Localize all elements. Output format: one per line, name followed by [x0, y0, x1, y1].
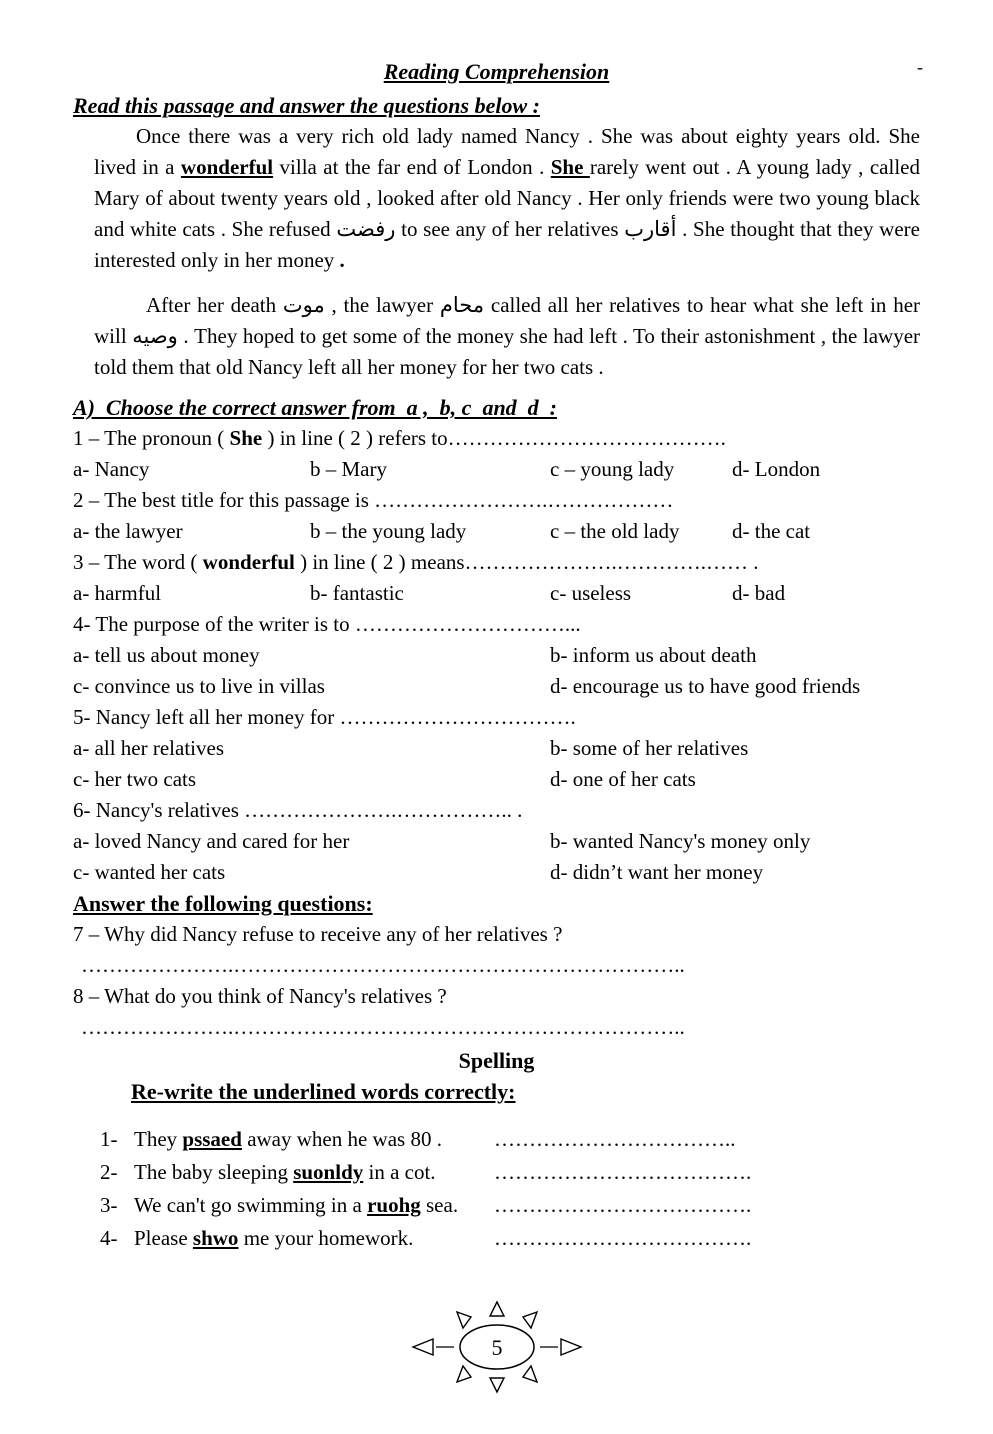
question-4-options-row-1: [73, 640, 920, 671]
passage-text: .: [339, 248, 345, 272]
item-text: [134, 1222, 494, 1255]
item-text-pre: They: [134, 1127, 183, 1151]
item-text-pre: Please: [134, 1226, 193, 1250]
item-text-pre: The baby sleeping: [134, 1160, 294, 1184]
spelling-list: [100, 1123, 920, 1255]
question-text: 1 – The pronoun (: [73, 426, 230, 450]
page-number: 5: [491, 1335, 502, 1360]
question-3-option-a: a- harmful: [73, 581, 162, 605]
question-3-stem: [73, 547, 920, 578]
question-5-option-c: c- her two cats: [73, 767, 197, 791]
question-4-stem: 4- The purpose of the writer is to …………………………...: [73, 612, 581, 636]
question-text: 3 – The word (: [73, 550, 203, 574]
question-6-option-d: d- didn’t want her money: [550, 860, 764, 884]
item-text: [134, 1189, 494, 1222]
question-5-option-a: a- all her relatives: [73, 736, 224, 760]
question-1-stem: [73, 423, 920, 454]
question-3-options: [73, 578, 920, 609]
question-5-option-d: d- one of her cats: [550, 767, 696, 791]
passage-text: rarely went out . A young lady , called Mary of about twenty years old , looked after old Nancy . Her only friends were two young black and white cats . She refused رفضت to see any of her relatives أقارب . She thought that they were interested only in her money: [94, 155, 920, 272]
item-number: 3-: [100, 1193, 118, 1217]
item-text-post: in a cot.: [363, 1160, 436, 1184]
passage-instruction: Read this passage and answer the questions below :: [73, 93, 540, 118]
item-number: 1-: [100, 1127, 118, 1151]
passage-text: Once there was a very rich old lady named Nancy . She was about eighty years old. She lived in a: [94, 124, 920, 179]
underlined-word-wonderful: wonderful: [180, 155, 274, 179]
question-6-options-row-2: [73, 857, 920, 888]
question-7: 7 – Why did Nancy refuse to receive any of her relatives ?: [73, 922, 563, 946]
passage-paragraph-2: After her death موت , the lawyer محام called all her relatives to hear what she left in her will وصيه . They hoped to get some of the money she had left . To their astonishment , the lawyer told them that old Nancy left all her money for her two cats .: [94, 293, 921, 379]
rewrite-instruction: Re-write the underlined words correctly:: [131, 1079, 516, 1104]
spelling-item-3: [100, 1189, 920, 1222]
question-6-option-b: b- wanted Nancy's money only: [550, 829, 811, 853]
corner-mark: -: [917, 57, 923, 77]
question-6-stem: 6- Nancy's relatives ………………….…………….. .: [73, 798, 523, 822]
question-5-options-row-1: [73, 733, 920, 764]
question-5-stem: 5- Nancy left all her money for …………………………….: [73, 705, 576, 729]
question-2-options: [73, 516, 920, 547]
question-text: ) in line ( 2 ) means………………….………….…… .: [294, 550, 759, 574]
answer-dots: ……………………………….: [494, 1226, 752, 1250]
question-2-option-b: b – the young lady: [310, 519, 467, 543]
misspelled-word: suonldy: [293, 1160, 364, 1184]
question-4-options-row-2: [73, 671, 920, 702]
question-3-option-c: c- useless: [550, 581, 632, 605]
item-number: 4-: [100, 1226, 118, 1250]
item-number: 2-: [100, 1160, 118, 1184]
item-text: [134, 1156, 494, 1189]
question-6-option-c: c- wanted her cats: [73, 860, 226, 884]
page-footer: [73, 1299, 920, 1404]
item-text-post: me your homework.: [238, 1226, 414, 1250]
section-a-heading: A) Choose the correct answer from a , b, c and d :: [73, 395, 557, 420]
question-8-answer-line: ………………….………………………………………………………..: [81, 1015, 685, 1039]
question-1-option-b: b – Mary: [310, 457, 387, 481]
question-5-option-b: b- some of her relatives: [550, 736, 749, 760]
answer-dots: ……………………………….: [494, 1160, 752, 1184]
misspelled-word: pssaed: [182, 1127, 242, 1151]
spelling-item-2: [100, 1156, 920, 1189]
item-text-post: sea.: [420, 1193, 459, 1217]
item-text-post: away when he was 80 .: [241, 1127, 442, 1151]
question-4-option-b: b- inform us about death: [550, 643, 757, 667]
question-8: 8 – What do you think of Nancy's relatives ?: [73, 984, 447, 1008]
question-3-option-d: d- bad: [732, 581, 786, 605]
item-text-pre: We can't go swimming in a: [134, 1193, 368, 1217]
question-4-option-a: a- tell us about money: [73, 643, 260, 667]
question-2-stem: 2 – The best title for this passage is …………………….………………: [73, 488, 674, 512]
question-1-options: [73, 454, 920, 485]
passage-text: villa at the far end of London .: [273, 155, 551, 179]
question-4-option-d: d- encourage us to have good friends: [550, 674, 861, 698]
item-text: [134, 1123, 494, 1156]
answer-dots: ……………………………….: [494, 1193, 752, 1217]
bold-word-she: She: [229, 426, 263, 450]
spelling-item-4: [100, 1222, 920, 1255]
question-text: ) in line ( 2 ) refers to………………………………….: [262, 426, 726, 450]
misspelled-word: shwo: [192, 1226, 239, 1250]
question-6-option-a: a- loved Nancy and cared for her: [73, 829, 350, 853]
spelling-heading: Spelling: [458, 1048, 535, 1073]
misspelled-word: ruohg: [367, 1193, 421, 1217]
answer-questions-heading: Answer the following questions:: [73, 891, 373, 916]
question-1-option-d: d- London: [732, 457, 821, 481]
underlined-word-she: She: [550, 155, 590, 179]
answer-dots: ……………………………..: [494, 1127, 736, 1151]
question-1-option-a: a- Nancy: [73, 457, 150, 481]
question-2-option-d: d- the cat: [732, 519, 811, 543]
bold-word-wonderful: wonderful: [202, 550, 295, 574]
question-4-option-c: c- convince us to live in villas: [73, 674, 325, 698]
spelling-item-1: [100, 1123, 920, 1156]
question-6-options-row-1: [73, 826, 920, 857]
sun-ornament-icon: [407, 1299, 587, 1395]
question-7-answer-line: ………………….………………………………………………………..: [81, 953, 685, 977]
passage-paragraph-1: [94, 121, 920, 276]
question-2-option-a: a- the lawyer: [73, 519, 183, 543]
question-2-option-c: c – the old lady: [550, 519, 680, 543]
question-3-option-b: b- fantastic: [310, 581, 404, 605]
question-5-options-row-2: [73, 764, 920, 795]
question-1-option-c: c – young lady: [550, 457, 675, 481]
page-title: Reading Comprehension: [383, 59, 610, 84]
